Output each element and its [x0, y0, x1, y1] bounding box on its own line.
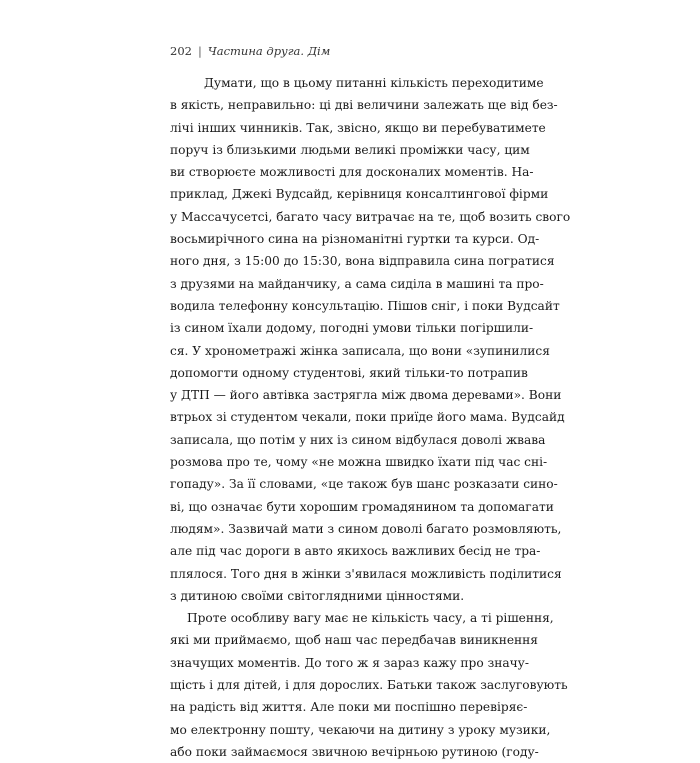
text-line: розмова про те, чому «не можна швидко їхати під час сні- — [170, 455, 548, 470]
running-header — [170, 44, 330, 58]
text-line: ного дня, з 15:00 до 15:30, вона відправила сина погратися — [170, 254, 555, 269]
paragraph-1 — [170, 72, 571, 607]
text-line: щість і для дітей, і для дорослих. Батьки також заслуговують — [170, 678, 568, 693]
paragraph-2 — [170, 607, 568, 763]
text-line: у ДТП — його автівка застрягла між двома деревами». Вони — [170, 388, 562, 403]
text-line: Думати, що в цьому питанні кількість переходитиме — [204, 76, 544, 90]
text-line: восьмирічного сина на різноманітні гуртки та курси. Од- — [170, 232, 540, 247]
text-line: ві, що означає бути хорошим громадянином та допомагати — [170, 499, 554, 514]
text-line: ви створюєте можливості для досконалих моментів. На- — [170, 165, 534, 180]
text-line: значущих моментів. До того ж я зараз кажу про значу- — [170, 655, 529, 670]
text-line: гопаду». За її словами, «це також був шанс розказати сино- — [170, 477, 558, 492]
text-line: в якість, неправильно: ці дві величини залежать ще від без- — [170, 98, 558, 113]
text-line: але під час дороги в авто якихось важливих бесід не тра- — [170, 544, 541, 559]
header-separator: | — [197, 44, 202, 58]
text-line: з дитиною своїми світоглядними цінностями. — [170, 588, 465, 603]
text-line: які ми приймаємо, щоб наш час передбачав виникнення — [170, 633, 538, 648]
body-text — [170, 72, 571, 763]
text-line: приклад, Джекі Вудсайд, керівниця консалтингової фірми — [170, 187, 549, 202]
page-number: 202 — [170, 44, 192, 58]
text-line: допомогти одному студентові, який тільки-то потрапив — [170, 365, 528, 380]
text-line: поруч із близькими людьми великі проміжки часу, цим — [170, 142, 530, 157]
text-line: записала, що потім у них із сином відбулася доволі жвава — [170, 432, 546, 447]
text-line: плялося. Того дня в жінки з'явилася можливість поділитися — [170, 566, 562, 581]
text-line: людям». Зазвичай мати з сином доволі багато розмовляють, — [170, 521, 562, 536]
text-line: із сином їхали додому, погодні умови тільки погіршили- — [170, 321, 534, 336]
text-line: на радість від життя. Але поки ми поспішно перевіряє- — [170, 700, 528, 715]
running-title: Частина друга. Дім — [207, 44, 331, 58]
text-line: водила телефонну консультацію. Пішов сніг, і поки Вудсайт — [170, 298, 560, 313]
text-line: з друзями на майданчику, а сама сиділа в машині та про- — [170, 276, 544, 291]
text-line: ся. У хронометражі жінка записала, що вони «зупинилися — [170, 343, 550, 358]
text-line: лічі інших чинників. Так, звісно, якщо ви перебуватимете — [170, 120, 546, 135]
text-line: або поки займаємося звичною вечірньою рутиною (году- — [170, 744, 539, 759]
text-line: втрьох зі студентом чекали, поки приїде його мама. Вудсайд — [170, 410, 565, 425]
text-line: Проте особливу вагу має не кількість часу, а ті рішення, — [187, 611, 554, 626]
text-line: мо електронну пошту, чекаючи на дитину з уроку музики, — [170, 722, 551, 737]
text-line: у Массачусетсі, багато часу витрачає на те, щоб возить свого — [170, 209, 571, 224]
